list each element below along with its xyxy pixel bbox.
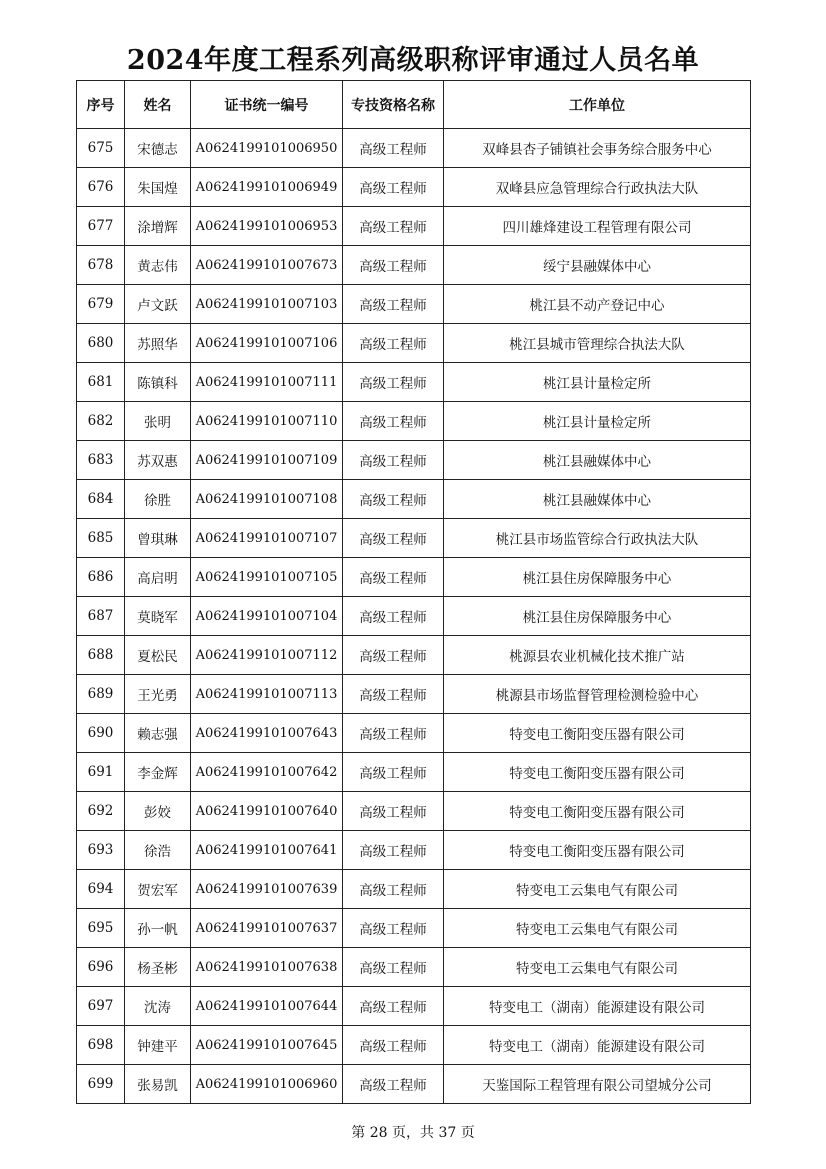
cell-name: 曾琪琳 <box>125 519 191 558</box>
cell-employer: 特变电工衡阳变压器有限公司 <box>444 831 751 870</box>
cell-index: 691 <box>77 753 125 792</box>
cell-employer: 桃江县融媒体中心 <box>444 480 751 519</box>
cell-employer: 特变电工（湖南）能源建设有限公司 <box>444 987 751 1026</box>
cell-qualification: 高级工程师 <box>343 1026 444 1065</box>
cell-name: 卢文跃 <box>125 285 191 324</box>
cell-employer: 桃江县住房保障服务中心 <box>444 558 751 597</box>
cell-index: 685 <box>77 519 125 558</box>
cell-cert-no: A0624199101007644 <box>191 987 343 1026</box>
table-row <box>77 948 751 987</box>
table-row <box>77 363 751 402</box>
cell-cert-no: A0624199101007107 <box>191 519 343 558</box>
page-number: 第 28 页，共 37 页 <box>351 1125 475 1141</box>
cell-name: 彭姣 <box>125 792 191 831</box>
cell-qualification: 高级工程师 <box>343 363 444 402</box>
cell-cert-no: A0624199101007638 <box>191 948 343 987</box>
cell-index: 687 <box>77 597 125 636</box>
table-row <box>77 675 751 714</box>
cell-employer: 桃源县农业机械化技术推广站 <box>444 636 751 675</box>
cell-index: 682 <box>77 402 125 441</box>
table-row <box>77 1065 751 1104</box>
cell-cert-no: A0624199101007673 <box>191 246 343 285</box>
cell-name: 宋德志 <box>125 129 191 168</box>
cell-name: 王光勇 <box>125 675 191 714</box>
cell-index: 675 <box>77 129 125 168</box>
table-row <box>77 909 751 948</box>
cell-index: 689 <box>77 675 125 714</box>
cell-cert-no: A0624199101007645 <box>191 1026 343 1065</box>
cell-index: 692 <box>77 792 125 831</box>
table-row <box>77 285 751 324</box>
cell-name: 苏照华 <box>125 324 191 363</box>
cell-cert-no: A0624199101007109 <box>191 441 343 480</box>
header-employer: 工作单位 <box>444 81 751 129</box>
cell-name: 高启明 <box>125 558 191 597</box>
table-row <box>77 441 751 480</box>
cell-index: 684 <box>77 480 125 519</box>
table-row <box>77 207 751 246</box>
cell-index: 698 <box>77 1026 125 1065</box>
cell-index: 697 <box>77 987 125 1026</box>
cell-cert-no: A0624199101007104 <box>191 597 343 636</box>
cell-qualification: 高级工程师 <box>343 870 444 909</box>
cell-name: 杨圣彬 <box>125 948 191 987</box>
cell-name: 夏松民 <box>125 636 191 675</box>
cell-cert-no: A0624199101007113 <box>191 675 343 714</box>
cell-employer: 桃江县不动产登记中心 <box>444 285 751 324</box>
cell-index: 699 <box>77 1065 125 1104</box>
cell-name: 苏双惠 <box>125 441 191 480</box>
cell-qualification: 高级工程师 <box>343 987 444 1026</box>
cell-index: 693 <box>77 831 125 870</box>
cell-index: 688 <box>77 636 125 675</box>
cell-index: 676 <box>77 168 125 207</box>
cell-employer: 四川雄烽建设工程管理有限公司 <box>444 207 751 246</box>
cell-qualification: 高级工程师 <box>343 753 444 792</box>
cell-index: 696 <box>77 948 125 987</box>
cell-employer: 桃江县计量检定所 <box>444 402 751 441</box>
table-row <box>77 597 751 636</box>
cell-employer: 桃江县融媒体中心 <box>444 441 751 480</box>
cell-employer: 双峰县应急管理综合行政执法大队 <box>444 168 751 207</box>
table-row <box>77 480 751 519</box>
table-row <box>77 714 751 753</box>
table-row <box>77 1026 751 1065</box>
cell-name: 贺宏军 <box>125 870 191 909</box>
cell-cert-no: A0624199101007637 <box>191 909 343 948</box>
cell-qualification: 高级工程师 <box>343 480 444 519</box>
table-row <box>77 753 751 792</box>
cell-cert-no: A0624199101006960 <box>191 1065 343 1104</box>
table-row <box>77 558 751 597</box>
cell-index: 683 <box>77 441 125 480</box>
cell-qualification: 高级工程师 <box>343 831 444 870</box>
cell-employer: 特变电工云集电气有限公司 <box>444 870 751 909</box>
cell-name: 李金辉 <box>125 753 191 792</box>
cell-cert-no: A0624199101007639 <box>191 870 343 909</box>
table-body <box>77 129 751 1104</box>
cell-employer: 桃源县市场监督管理检测检验中心 <box>444 675 751 714</box>
cell-qualification: 高级工程师 <box>343 636 444 675</box>
cell-name: 张易凯 <box>125 1065 191 1104</box>
cell-cert-no: A0624199101006953 <box>191 207 343 246</box>
table-row <box>77 792 751 831</box>
cell-cert-no: A0624199101006949 <box>191 168 343 207</box>
cell-employer: 特变电工衡阳变压器有限公司 <box>444 792 751 831</box>
cell-qualification: 高级工程师 <box>343 168 444 207</box>
header-row <box>77 81 751 129</box>
cell-cert-no: A0624199101007641 <box>191 831 343 870</box>
cell-qualification: 高级工程师 <box>343 129 444 168</box>
cell-qualification: 高级工程师 <box>343 909 444 948</box>
cell-index: 694 <box>77 870 125 909</box>
cell-name: 孙一帆 <box>125 909 191 948</box>
cell-cert-no: A0624199101007103 <box>191 285 343 324</box>
table-row <box>77 636 751 675</box>
table-row <box>77 831 751 870</box>
cell-qualification: 高级工程师 <box>343 441 444 480</box>
cell-qualification: 高级工程师 <box>343 792 444 831</box>
cell-qualification: 高级工程师 <box>343 285 444 324</box>
cell-employer: 绥宁县融媒体中心 <box>444 246 751 285</box>
cell-qualification: 高级工程师 <box>343 402 444 441</box>
cell-cert-no: A0624199101007640 <box>191 792 343 831</box>
cell-qualification: 高级工程师 <box>343 597 444 636</box>
cell-qualification: 高级工程师 <box>343 1065 444 1104</box>
roster-table <box>76 80 751 1104</box>
cell-qualification: 高级工程师 <box>343 519 444 558</box>
cell-cert-no: A0624199101007642 <box>191 753 343 792</box>
cell-cert-no: A0624199101007110 <box>191 402 343 441</box>
table-row <box>77 870 751 909</box>
cell-index: 686 <box>77 558 125 597</box>
cell-name: 黄志伟 <box>125 246 191 285</box>
cell-name: 涂增辉 <box>125 207 191 246</box>
cell-index: 681 <box>77 363 125 402</box>
cell-employer: 桃江县计量检定所 <box>444 363 751 402</box>
cell-employer: 双峰县杏子铺镇社会事务综合服务中心 <box>444 129 751 168</box>
table-row <box>77 168 751 207</box>
cell-employer: 特变电工云集电气有限公司 <box>444 948 751 987</box>
cell-name: 徐浩 <box>125 831 191 870</box>
cell-name: 沈涛 <box>125 987 191 1026</box>
cell-name: 莫晓军 <box>125 597 191 636</box>
table-row <box>77 402 751 441</box>
cell-name: 张明 <box>125 402 191 441</box>
cell-employer: 特变电工（湖南）能源建设有限公司 <box>444 1026 751 1065</box>
table-row <box>77 324 751 363</box>
cell-qualification: 高级工程师 <box>343 675 444 714</box>
cell-qualification: 高级工程师 <box>343 246 444 285</box>
cell-qualification: 高级工程师 <box>343 714 444 753</box>
header-cert-no: 证书统一编号 <box>191 81 343 129</box>
cell-name: 赖志强 <box>125 714 191 753</box>
cell-name: 钟建平 <box>125 1026 191 1065</box>
cell-name: 陈镇科 <box>125 363 191 402</box>
cell-employer: 特变电工云集电气有限公司 <box>444 909 751 948</box>
cell-cert-no: A0624199101007643 <box>191 714 343 753</box>
cell-employer: 桃江县住房保障服务中心 <box>444 597 751 636</box>
cell-cert-no: A0624199101007106 <box>191 324 343 363</box>
table-row <box>77 129 751 168</box>
cell-employer: 特变电工衡阳变压器有限公司 <box>444 753 751 792</box>
cell-index: 678 <box>77 246 125 285</box>
cell-name: 朱国煌 <box>125 168 191 207</box>
cell-employer: 特变电工衡阳变压器有限公司 <box>444 714 751 753</box>
cell-index: 680 <box>77 324 125 363</box>
header-index: 序号 <box>77 81 125 129</box>
cell-name: 徐胜 <box>125 480 191 519</box>
cell-qualification: 高级工程师 <box>343 948 444 987</box>
cell-employer: 桃江县城市管理综合执法大队 <box>444 324 751 363</box>
cell-index: 677 <box>77 207 125 246</box>
cell-qualification: 高级工程师 <box>343 324 444 363</box>
table-row <box>77 987 751 1026</box>
cell-index: 679 <box>77 285 125 324</box>
cell-index: 695 <box>77 909 125 948</box>
header-qualification: 专技资格名称 <box>343 81 444 129</box>
table-row <box>77 519 751 558</box>
table-row <box>77 246 751 285</box>
cell-cert-no: A0624199101007112 <box>191 636 343 675</box>
header-name: 姓名 <box>125 81 191 129</box>
cell-cert-no: A0624199101006950 <box>191 129 343 168</box>
cell-qualification: 高级工程师 <box>343 207 444 246</box>
cell-cert-no: A0624199101007108 <box>191 480 343 519</box>
page-title: 2024年度工程系列高级职称评审通过人员名单 <box>126 45 700 76</box>
cell-qualification: 高级工程师 <box>343 558 444 597</box>
cell-employer: 天鉴国际工程管理有限公司望城分公司 <box>444 1065 751 1104</box>
cell-index: 690 <box>77 714 125 753</box>
cell-cert-no: A0624199101007105 <box>191 558 343 597</box>
cell-cert-no: A0624199101007111 <box>191 363 343 402</box>
cell-employer: 桃江县市场监管综合行政执法大队 <box>444 519 751 558</box>
